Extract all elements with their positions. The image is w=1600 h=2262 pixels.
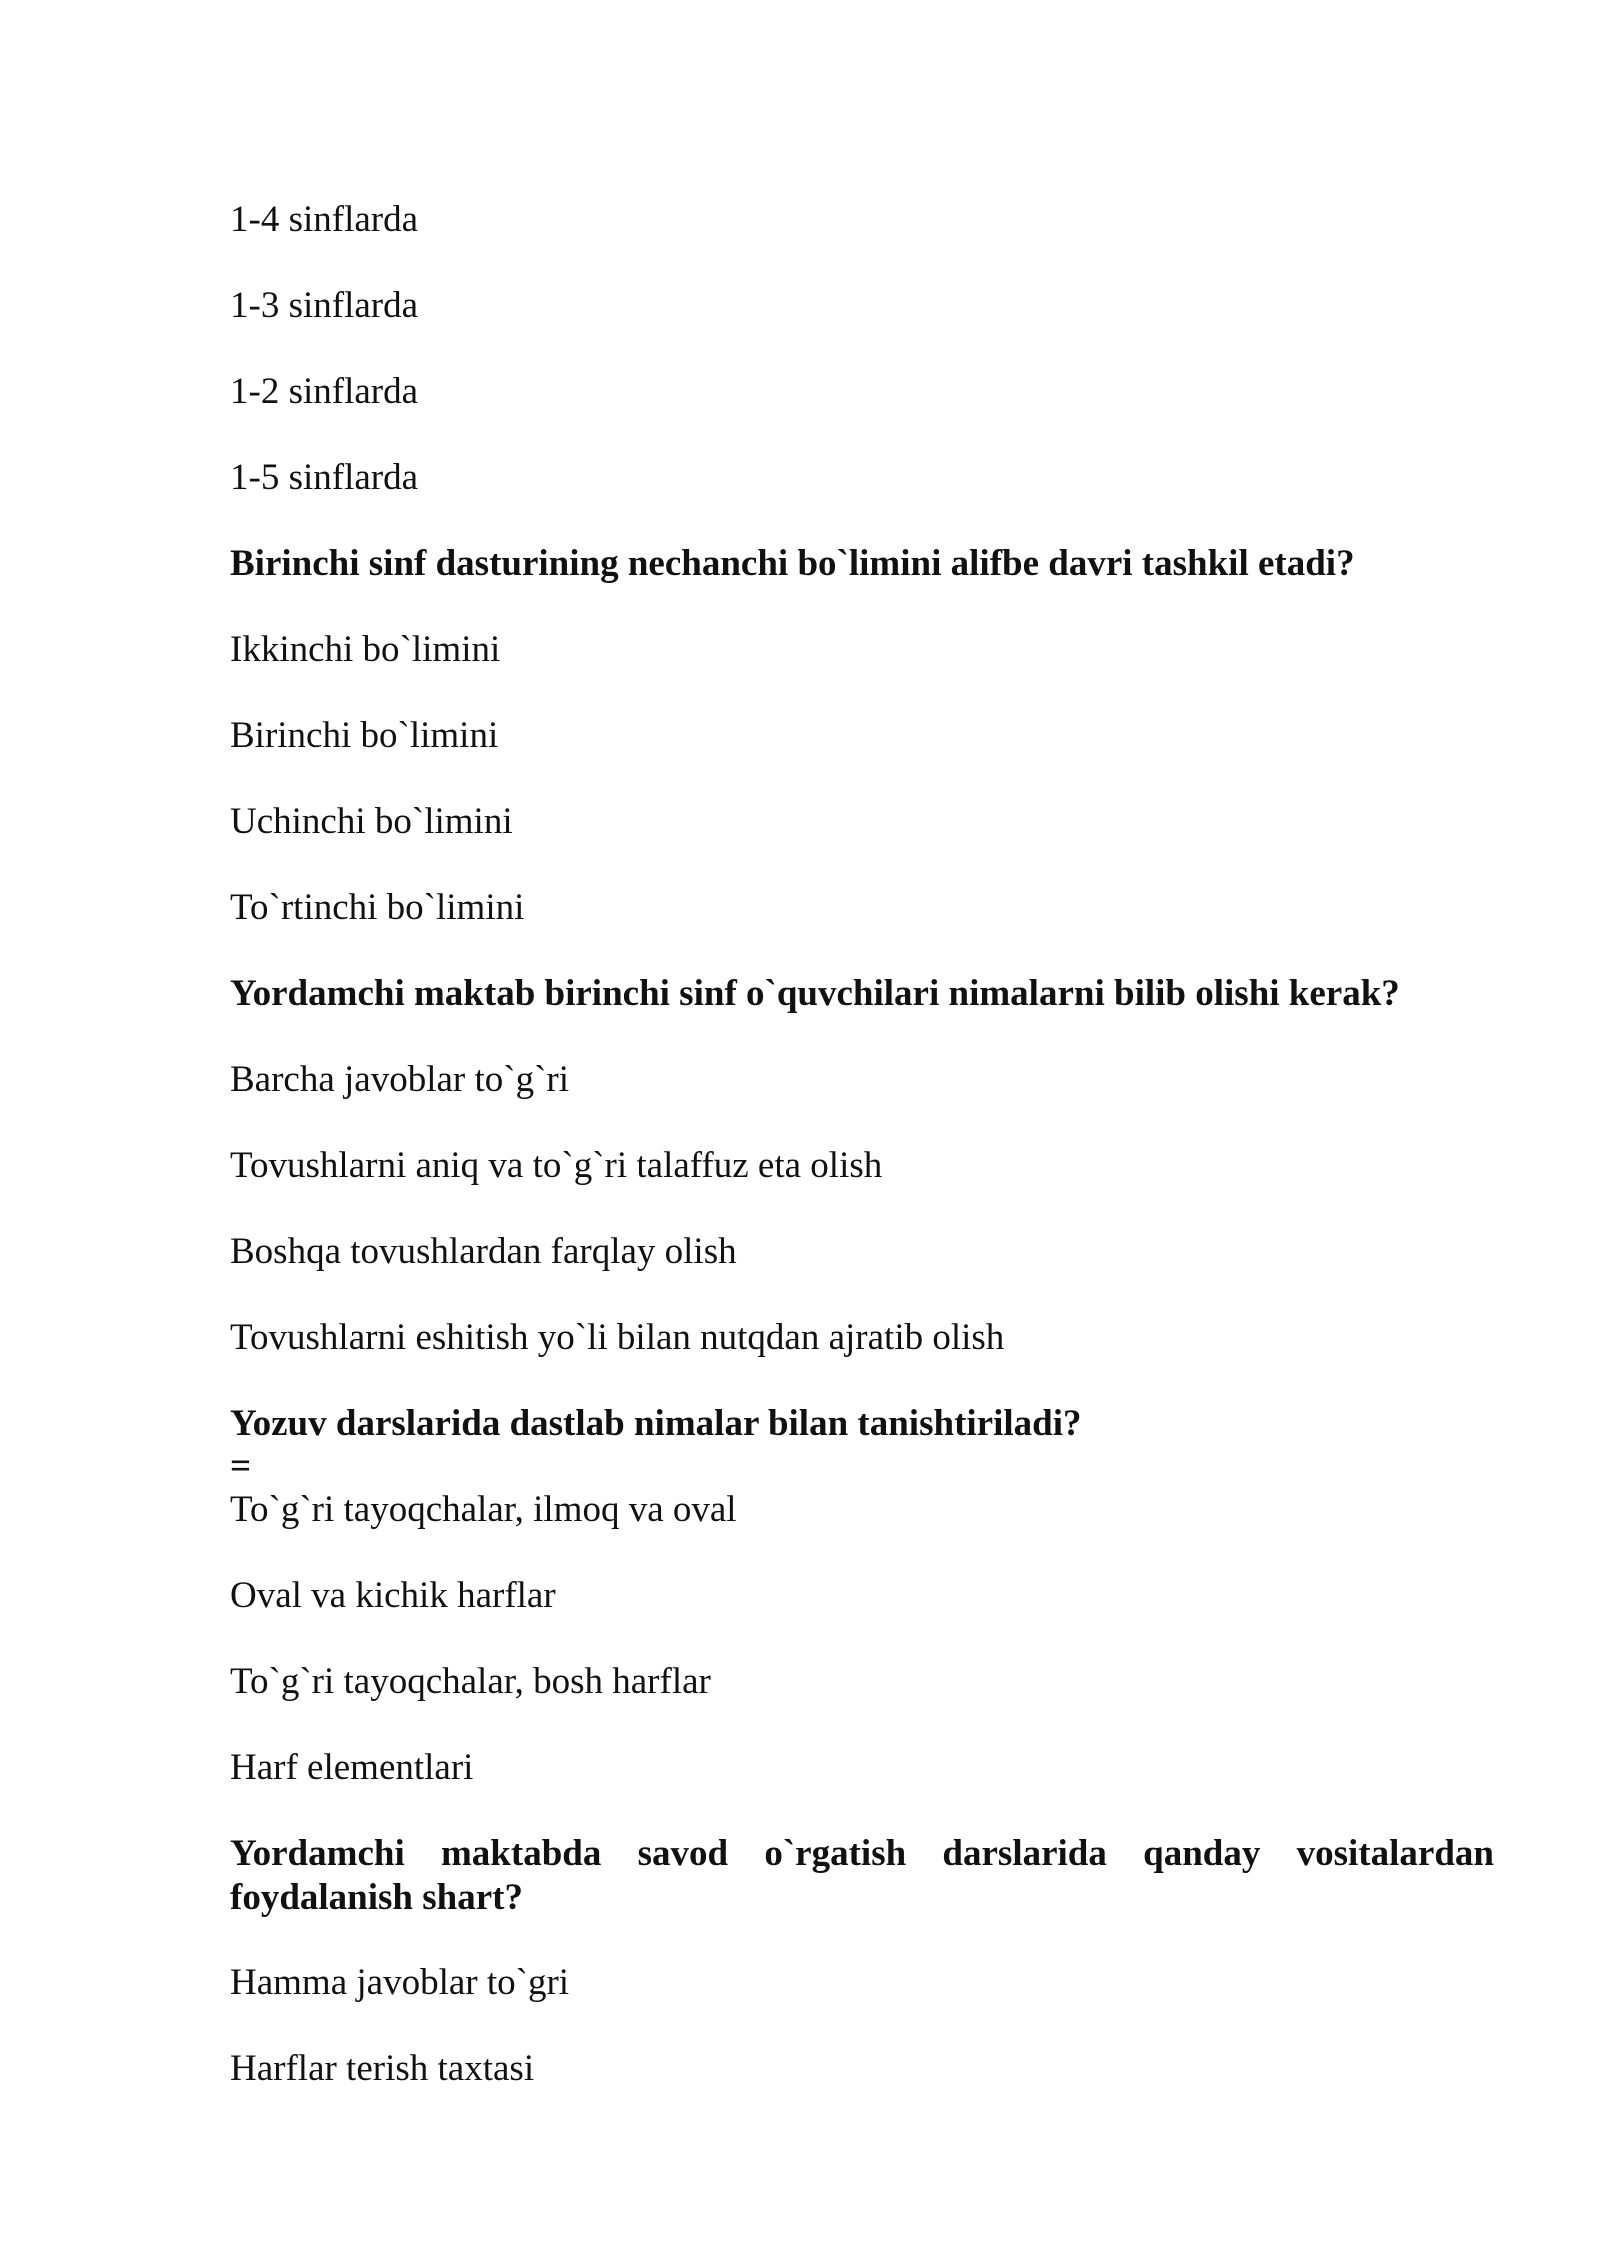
- answer-option: Uchinchi bo`limini: [230, 801, 513, 842]
- answer-option: Tovushlarni eshitish yo`li bilan nutqdan ajratib olish: [230, 1317, 1005, 1358]
- question-heading: Birinchi sinf dasturining nechanchi bo`limini alifbe davri tashkil etadi?: [230, 543, 1355, 584]
- answer-option: Boshqa tovushlardan farqlay olish: [230, 1231, 737, 1272]
- answer-option: Barcha javoblar to`g`ri: [230, 1059, 570, 1100]
- answer-option: 1-4 sinflarda: [230, 199, 419, 240]
- answer-option: Hamma javoblar to`gri: [230, 1962, 570, 2003]
- answer-option: Harf elementlari: [230, 1747, 474, 1788]
- question-heading: Yozuv darslarida dastlab nimalar bilan tanishtiriladi?: [230, 1403, 1082, 1444]
- answer-option: Oval va kichik harflar: [230, 1575, 556, 1616]
- answer-option: To`g`ri tayoqchalar, ilmoq va oval: [230, 1489, 737, 1530]
- answer-option: Harflar terish taxtasi: [230, 2048, 535, 2089]
- question-heading: Yordamchi maktab birinchi sinf o`quvchilari nimalarni bilib olishi kerak?: [230, 973, 1400, 1014]
- question-heading: [230, 1832, 1494, 1920]
- answer-option: Ikkinchi bo`limini: [230, 629, 501, 670]
- answer-option: To`rtinchi bo`limini: [230, 887, 525, 928]
- answer-option: 1-2 sinflarda: [230, 371, 419, 412]
- answer-option: Tovushlarni aniq va to`g`ri talaffuz eta olish: [230, 1145, 883, 1186]
- answer-option: 1-5 sinflarda: [230, 457, 419, 498]
- answer-option: To`g`ri tayoqchalar, bosh harflar: [230, 1661, 711, 1702]
- question-heading-line-1: Yordamchi maktabda savod o`rgatish darslarida qanday vositalardan: [230, 1833, 1494, 1874]
- equals-marker: =: [230, 1446, 252, 1487]
- answer-option: 1-3 sinflarda: [230, 285, 419, 326]
- answer-option: Birinchi bo`limini: [230, 715, 499, 756]
- question-heading-line-2: foydalanish shart?: [230, 1877, 523, 1918]
